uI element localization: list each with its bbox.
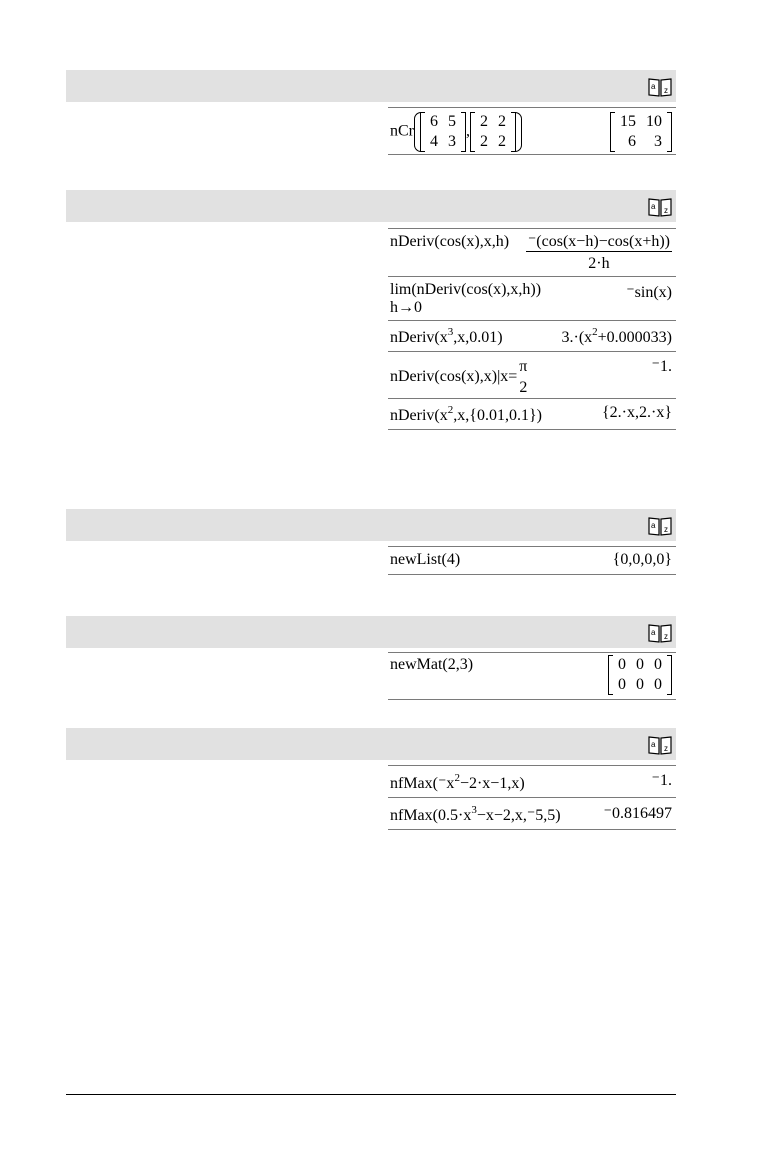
svg-text:a: a bbox=[651, 202, 656, 211]
example-entry: $nfMax(^-x^2-2\cdot x-1,x)$ bbox=[390, 772, 525, 792]
catalog-book-icon bbox=[648, 197, 672, 217]
example-entry: newMat(2,3) bbox=[390, 656, 474, 673]
result-matrix: 15 10 6 3 bbox=[610, 112, 672, 152]
svg-text:z: z bbox=[664, 525, 668, 534]
svg-text:z: z bbox=[664, 632, 668, 641]
example-row bbox=[388, 546, 676, 575]
example-row bbox=[388, 652, 676, 700]
svg-text:a: a bbox=[651, 740, 656, 749]
svg-text:a: a bbox=[651, 628, 656, 637]
example-result: $\frac{^-(\cos(x-h)-\cos(x+h))}{2\cdot h}$ bbox=[527, 233, 670, 272]
example-result: ⁻1. bbox=[651, 772, 672, 789]
svg-text:z: z bbox=[664, 744, 668, 753]
example-result: ⁻sin(x) bbox=[626, 284, 672, 301]
matrix-b: 2 2 2 2 bbox=[470, 112, 516, 152]
section-header-bar bbox=[66, 616, 676, 648]
svg-text:z: z bbox=[664, 86, 668, 95]
example-entry: lim(nDeriv(cos(x),x,h)) h→0 bbox=[390, 281, 542, 316]
example-result bbox=[610, 112, 672, 152]
svg-text:a: a bbox=[651, 82, 656, 91]
example-entry: $nDeriv(x^3,x,0.01)$ bbox=[390, 326, 503, 346]
example-entry: nDeriv(cos(x),x)|x= π 2 bbox=[390, 358, 528, 396]
example-box bbox=[388, 107, 676, 155]
example-row bbox=[388, 277, 676, 321]
example-box bbox=[388, 228, 676, 430]
catalog-book-icon bbox=[648, 516, 672, 536]
example-entry: nDeriv(cos(x),x,h) bbox=[390, 233, 510, 250]
example-row bbox=[388, 765, 676, 798]
section-header-bar bbox=[66, 509, 676, 541]
catalog-book-icon bbox=[648, 735, 672, 755]
example-box bbox=[388, 765, 676, 830]
example-result: {0,0,0,0} bbox=[612, 551, 672, 568]
example-row bbox=[388, 798, 676, 830]
example-box bbox=[388, 546, 676, 575]
example-row bbox=[388, 399, 676, 430]
catalog-book-icon bbox=[648, 77, 672, 97]
example-entry: $nfMax(0.5\cdot x^3-x-2,x,^-5,5)$ bbox=[390, 804, 561, 824]
svg-text:a: a bbox=[651, 521, 656, 530]
svg-text:z: z bbox=[664, 206, 668, 215]
example-row bbox=[388, 107, 676, 155]
example-result: ⁻0.816497 bbox=[603, 805, 672, 822]
section-header-bar bbox=[66, 728, 676, 760]
section-header-bar bbox=[66, 190, 676, 222]
result-matrix: 0 0 0 0 0 0 bbox=[608, 655, 672, 695]
example-row bbox=[388, 228, 676, 277]
footer-rule bbox=[66, 1094, 676, 1095]
example-entry: newList(4) bbox=[390, 551, 461, 568]
section-header-bar bbox=[66, 70, 676, 102]
example-entry: $nDeriv(x^2,x,\{0.01,0.1\})$ bbox=[390, 404, 542, 424]
example-result bbox=[608, 655, 672, 695]
example-entry bbox=[390, 112, 522, 152]
example-row bbox=[388, 321, 676, 352]
function-name: nCr bbox=[390, 122, 414, 140]
example-row bbox=[388, 352, 676, 399]
arguments: 6 5 4 3 , 2 2 2 2 bbox=[414, 112, 522, 152]
example-box bbox=[388, 652, 676, 700]
example-result: ⁻1. bbox=[651, 358, 672, 375]
example-result: $3.\cdot(x^2+0.000033)$ bbox=[561, 326, 672, 346]
matrix-a: 6 5 4 3 bbox=[420, 112, 466, 152]
catalog-book-icon bbox=[648, 623, 672, 643]
example-result: {2.·x,2.·x} bbox=[601, 404, 672, 421]
